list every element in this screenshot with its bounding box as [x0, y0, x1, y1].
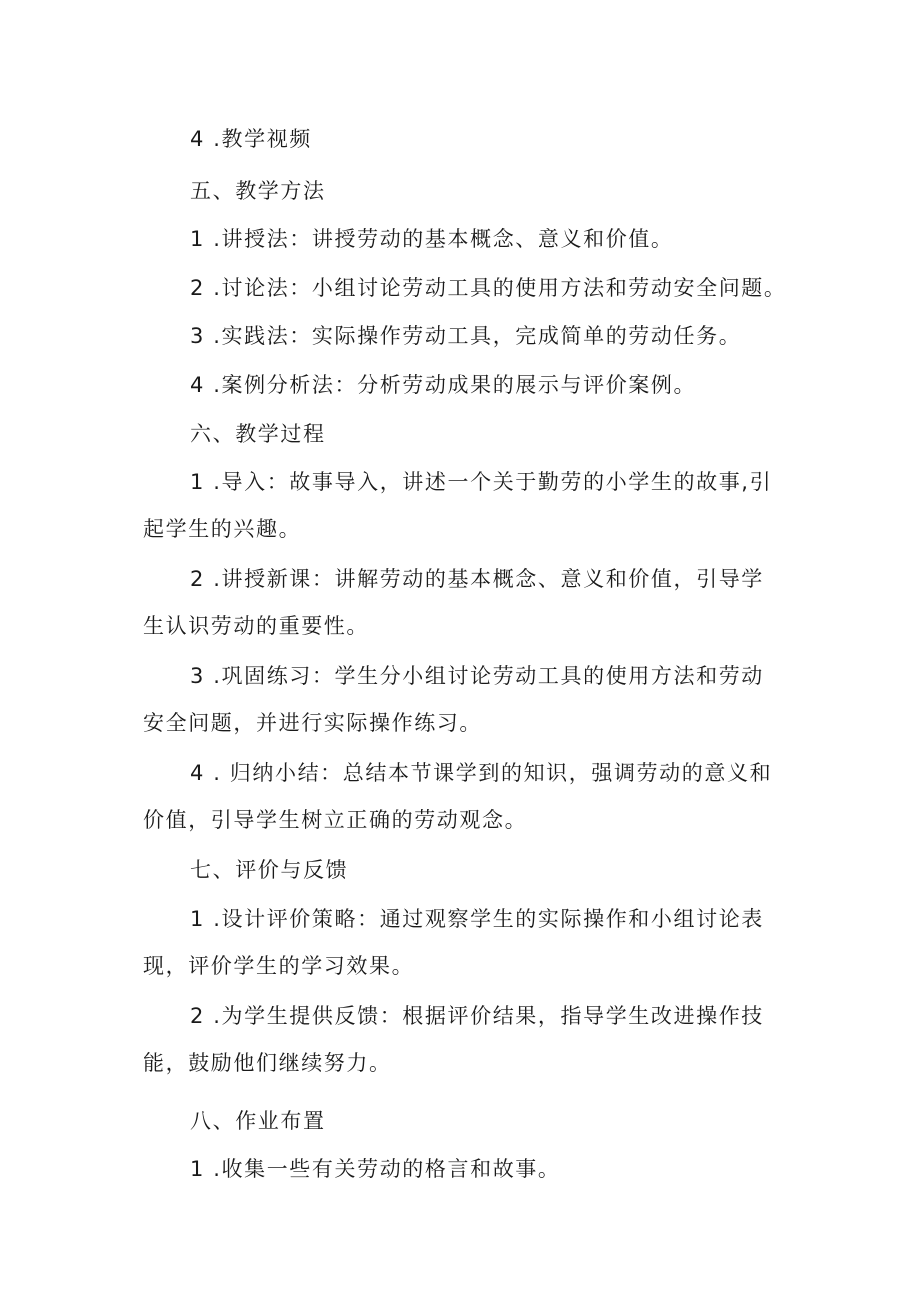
list-item-discussion-method: 2 .讨论法：小组讨论劳动工具的使用方法和劳动安全问题。: [190, 276, 787, 300]
section-heading-teaching-methods: 五、教学方法: [190, 179, 326, 203]
paragraph-new-lesson-line1: 2 .讲授新课：讲解劳动的基本概念、意义和价值，引导学: [190, 567, 764, 591]
paragraph-consolidation-line2: 安全问题，并进行实际操作练习。: [143, 711, 482, 735]
paragraph-feedback-line2: 能，鼓励他们继续努力。: [143, 1051, 392, 1075]
paragraph-introduction-line1: 1 .导入：故事导入，讲述一个关于勤劳的小学生的故事,引: [190, 470, 773, 494]
paragraph-feedback-line1: 2 .为学生提供反馈：根据评价结果，指导学生改进操作技: [190, 1004, 764, 1028]
section-heading-evaluation-feedback: 七、评价与反馈: [190, 858, 349, 882]
paragraph-evaluation-strategy-line1: 1 .设计评价策略：通过观察学生的实际操作和小组讨论表: [190, 907, 764, 931]
paragraph-evaluation-strategy-line2: 现，评价学生的学习效果。: [143, 954, 415, 978]
paragraph-consolidation-line1: 3 .巩固练习：学生分小组讨论劳动工具的使用方法和劳动: [190, 664, 764, 688]
paragraph-new-lesson-line2: 生认识劳动的重要性。: [143, 614, 369, 638]
list-item-teaching-video: 4 .教学视频: [190, 127, 312, 151]
list-item-collect-proverbs: 1 .收集一些有关劳动的格言和故事。: [190, 1157, 561, 1181]
list-item-lecture-method: 1 .讲授法：讲授劳动的基本概念、意义和价值。: [190, 227, 674, 251]
section-heading-teaching-process: 六、教学过程: [190, 422, 326, 446]
paragraph-summary-line2: 价值，引导学生树立正确的劳动观念。: [143, 808, 528, 832]
paragraph-introduction-line2: 起学生的兴趣。: [143, 517, 302, 541]
list-item-practice-method: 3 .实践法：实际操作劳动工具，完成简单的劳动任务。: [190, 324, 742, 348]
paragraph-summary-line1: 4 . 归纳小结：总结本节课学到的知识，强调劳动的意义和: [190, 761, 773, 785]
list-item-case-analysis-method: 4 .案例分析法：分析劳动成果的展示与评价案例。: [190, 373, 697, 397]
section-heading-homework: 八、作业布置: [190, 1109, 326, 1133]
